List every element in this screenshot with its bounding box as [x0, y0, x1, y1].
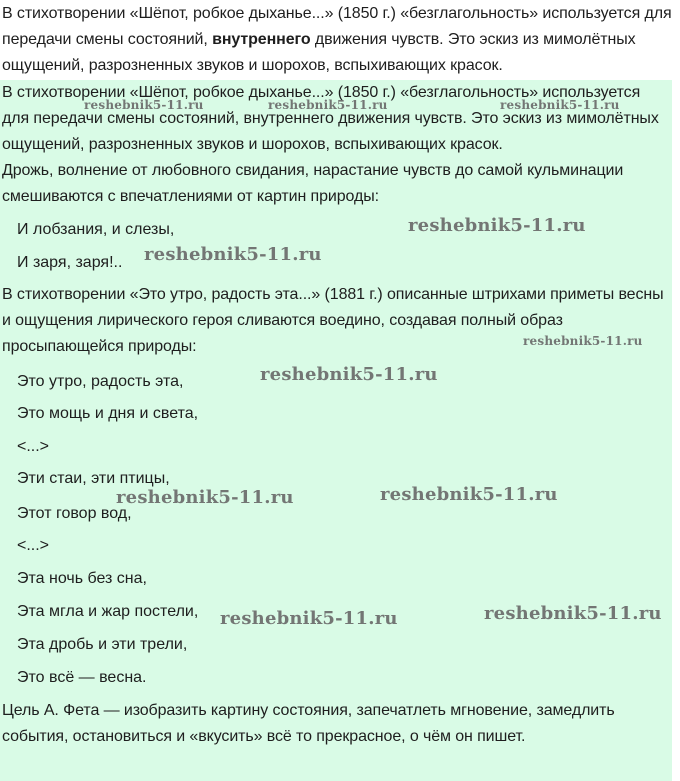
verse-line: Это утро, радость эта, — [17, 373, 184, 390]
intro-bold-word: внутреннего — [212, 31, 311, 48]
paragraph-whisper: В стихотворении «Шёпот, робкое дыханье...» (1850 г.) «безглагольность» используется для передачи смены состояний, внутреннего движения чувств. Это эскиз из мимолётных ощущений, разрозненных звуков и шорохов, вспыхивающих красок. — [2, 84, 659, 153]
verse-line: Эта дробь и эти трели, — [17, 636, 188, 653]
watermark: reshebnik5-11.ru — [380, 484, 558, 505]
verse-line: Эти стаи, эти птицы, — [17, 470, 170, 487]
intro-text-end: движения чувств. Это эскиз из мимолётных ощущений, разрозненных звуков и шорохов, вспыхивающих красок. — [2, 31, 636, 74]
watermark: reshebnik5-11.ru — [220, 608, 398, 629]
verse-line: <...> — [17, 537, 50, 554]
verse-line: Этот говор вод, — [17, 505, 132, 522]
intro-text-start: В стихотворении «Шёпот, робкое дыханье...» (1850 г.) «безглагольность» используется для передачи смены состояний, — [2, 5, 672, 48]
watermark: reshebnik5-11.ru — [268, 98, 388, 112]
verse-line: И лобзания, и слезы, — [17, 221, 175, 238]
paragraph-trembling: Дрожь, волнение от любовного свидания, нарастание чувств до самой кульминации смешиваются с впечатлениями от картин природы: — [2, 162, 624, 205]
watermark: reshebnik5-11.ru — [84, 98, 204, 112]
verse-line: Это мощь и дня и света, — [17, 405, 199, 422]
verse-line: И заря, заря!.. — [17, 254, 123, 271]
intro-paragraph — [0, 0, 680, 79]
verse-line: Это всё — весна. — [17, 669, 147, 686]
verse-line: Эта ночь без сна, — [17, 570, 147, 587]
watermark: reshebnik5-11.ru — [144, 244, 322, 265]
watermark: reshebnik5-11.ru — [408, 215, 586, 236]
watermark: reshebnik5-11.ru — [116, 487, 294, 508]
paragraph-morning: В стихотворении «Это утро, радость эта...» (1881 г.) описанные штрихами приметы весны и ощущения лирического героя сливаются воедино, создавая полный образ просыпающейся природы: — [2, 286, 664, 355]
watermark: reshebnik5-11.ru — [484, 603, 662, 624]
watermark: reshebnik5-11.ru — [523, 334, 643, 348]
watermark: reshebnik5-11.ru — [260, 364, 438, 385]
verse-line: <...> — [17, 438, 50, 455]
verse-line: Эта мгла и жар постели, — [17, 603, 199, 620]
highlighted-block — [0, 80, 672, 781]
watermark: reshebnik5-11.ru — [500, 98, 620, 112]
paragraph-conclusion: Цель А. Фета — изобразить картину состояния, запечатлеть мгновение, замедлить события, остановиться и «вкусить» всё то прекрасное, о чём он пишет. — [2, 702, 615, 745]
